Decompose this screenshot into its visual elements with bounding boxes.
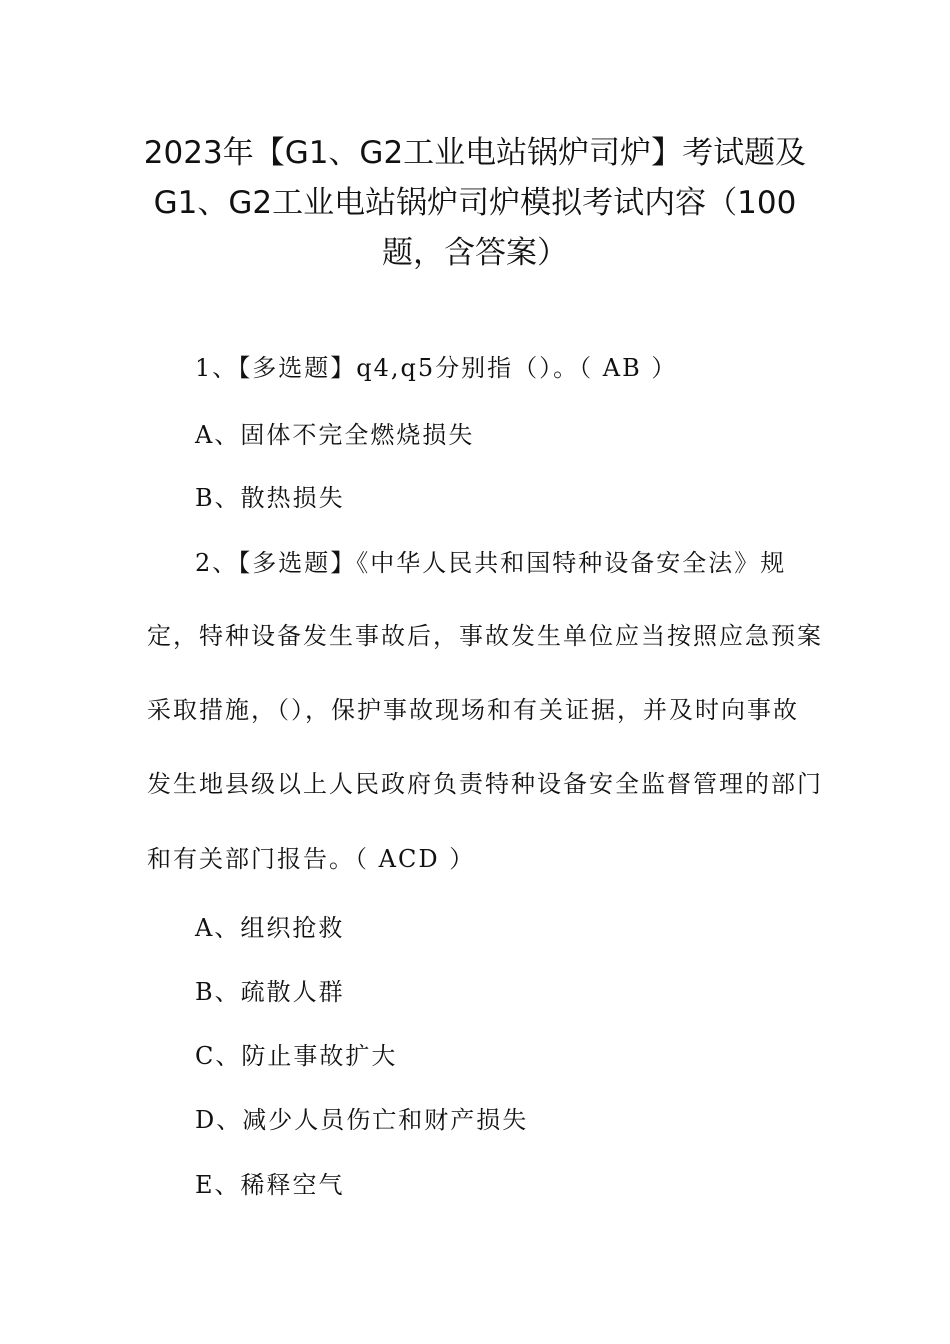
question-1-option-a: A、固体不完全燃烧损失 [195, 421, 475, 449]
question-2-option-c: C、防止事故扩大 [195, 1042, 398, 1070]
title-line-2: G1、G2工业电站锅炉司炉模拟考试内容（100 [153, 185, 797, 221]
question-2-stem-line-5: 和有关部门报告。（ ACD ） [147, 845, 476, 873]
question-1-option-b: B、散热损失 [195, 484, 345, 512]
question-2-stem-line-1: 2、【多选题】《中华人民共和国特种设备安全法》规 [195, 549, 787, 577]
question-2-stem-line-2: 定，特种设备发生事故后，事故发生单位应当按照应急预案 [147, 622, 823, 650]
document-title [120, 128, 830, 278]
question-1-stem: 1、【多选题】q4,q5分别指（）。（ AB ） [195, 354, 678, 382]
question-2-stem-line-3: 采取措施，（），保护事故现场和有关证据，并及时向事故 [147, 696, 799, 724]
title-line-1: 2023年【G1、G2工业电站锅炉司炉】考试题及 [143, 135, 807, 171]
question-2-option-e: E、稀释空气 [195, 1171, 345, 1199]
title-line-3: 题，含答案） [382, 235, 568, 271]
question-2-stem-line-4: 发生地县级以上人民政府负责特种设备安全监督管理的部门 [147, 770, 823, 798]
question-2-option-d: D、减少人员伤亡和财产损失 [195, 1106, 529, 1134]
question-2-option-b: B、疏散人群 [195, 978, 345, 1006]
question-2-option-a: A、组织抢救 [195, 914, 345, 942]
